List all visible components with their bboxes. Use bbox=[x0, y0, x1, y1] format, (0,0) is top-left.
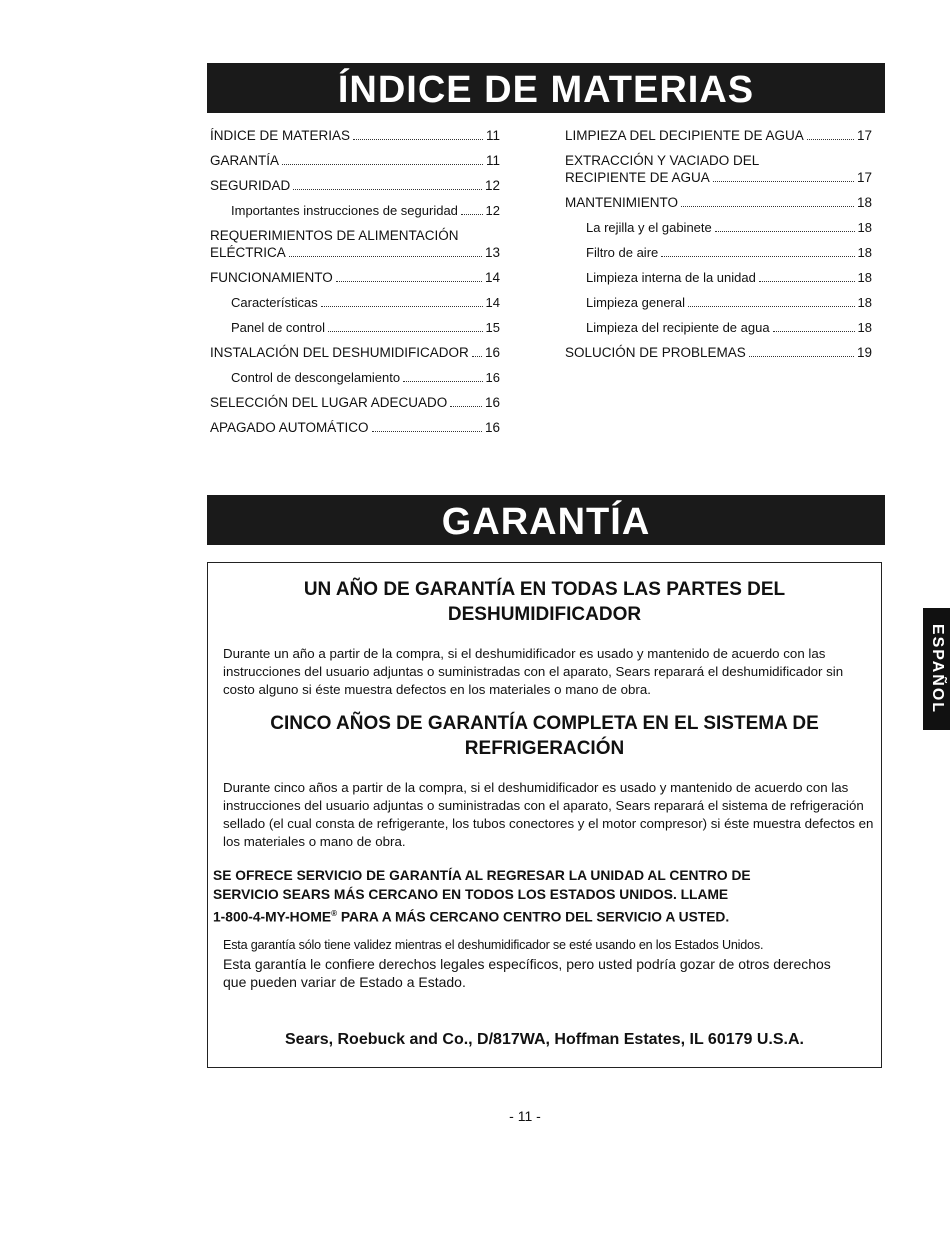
toc-title: ÍNDICE DE MATERIAS bbox=[207, 63, 885, 113]
sears-address: Sears, Roebuck and Co., D/817WA, Hoffman Estates, IL 60179 U.S.A. bbox=[285, 1031, 804, 1048]
toc-item: INSTALACIÓN DEL DESHUMIDIFICADOR 16 bbox=[210, 345, 500, 360]
warranty-validity-line: Esta garantía sólo tiene validez mientras el deshumidificador se esté usando en los Estados Unidos. bbox=[223, 938, 764, 952]
toc-item: EXTRACCIÓN Y VACIADO DEL RECIPIENTE DE AGUA 17 bbox=[565, 153, 872, 185]
warranty-paragraph-five-years: Durante cinco años a partir de la compra, si el deshumidificador es usado y mantenido de acuerdo con las instrucciones del usuario adjuntas o suministradas con el aparato, Sears reparará el sistema de refrigeración sellado (el cual consta de refrigerante, los tubos conectores y el motor compresor) si éste muestra defectos en los materiales o mano de obra. bbox=[223, 780, 874, 849]
warranty-service-notice: SE OFRECE SERVICIO DE GARANTÍA AL REGRESAR LA UNIDAD AL CENTRO DE SERVICIO SEARS MÁS CERCANO EN TODOS LOS ESTADOS UNIDOS. LLAME 1-800-4-MY-HOME® PARA A MÁS CERCANO CENTRO DEL SERVICIO A USTED. bbox=[213, 868, 751, 925]
toc-item: MANTENIMIENTO 18 bbox=[565, 195, 872, 210]
warranty-title: GARANTÍA bbox=[207, 495, 885, 545]
toc-item: APAGADO AUTOMÁTICO 16 bbox=[210, 420, 500, 435]
toc-subitem: Limpieza del recipiente de agua 18 bbox=[586, 320, 872, 335]
toc-subitem: Importantes instrucciones de seguridad 12 bbox=[231, 203, 500, 218]
toc-subitem: Características 14 bbox=[231, 295, 500, 310]
toc-item: ÍNDICE DE MATERIAS 11 bbox=[210, 128, 500, 143]
toc-item: GARANTÍA 11 bbox=[210, 153, 500, 168]
toc-left-column bbox=[210, 127, 500, 444]
toc-subitem: Filtro de aire 18 bbox=[586, 245, 872, 260]
toc-subitem: Limpieza interna de la unidad 18 bbox=[586, 270, 872, 285]
toc-item: SELECCIÓN DEL LUGAR ADECUADO 16 bbox=[210, 395, 500, 410]
warranty-paragraph-one-year: Durante un año a partir de la compra, si el deshumidificador es usado y mantenido de acuerdo con las instrucciones del usuario adjuntas o suministradas con el aparato, Sears reparará el deshumidificador sin costo alguno si éste muestra defectos en los materiales o mano de obra. bbox=[223, 646, 844, 697]
warranty-box bbox=[207, 562, 882, 1068]
toc-subitem: Control de descongelamiento 16 bbox=[231, 370, 500, 385]
toc-subitem: La rejilla y el gabinete 18 bbox=[586, 220, 872, 235]
toc-item: REQUERIMIENTOS DE ALIMENTACIÓN ELÉCTRICA 13 bbox=[210, 228, 500, 260]
toc-item: SEGURIDAD 12 bbox=[210, 178, 500, 193]
warranty-rights-text: Esta garantía le confiere derechos legales específicos, pero usted podría gozar de otros derechos que pueden variar de Estado a Estado. bbox=[223, 956, 831, 990]
page-number: - 11 - bbox=[509, 1108, 541, 1124]
toc-item: SOLUCIÓN DE PROBLEMAS 19 bbox=[565, 345, 872, 360]
toc-item: LIMPIEZA DEL DECIPIENTE DE AGUA 17 bbox=[565, 128, 872, 143]
toc-right-column bbox=[565, 127, 872, 369]
warranty-heading-one-year: UN AÑO DE GARANTÍA EN TODAS LAS PARTES DEL DESHUMIDIFICADOR bbox=[303, 579, 786, 625]
toc-item: FUNCIONAMIENTO 14 bbox=[210, 270, 500, 285]
warranty-heading-five-years: CINCO AÑOS DE GARANTÍA COMPLETA EN EL SISTEMA DE REFRIGERACIÓN bbox=[270, 713, 819, 759]
language-side-tab: ESPAÑOL bbox=[923, 608, 950, 730]
toc-subitem: Panel de control 15 bbox=[231, 320, 500, 335]
toc-subitem: Limpieza general 18 bbox=[586, 295, 872, 310]
